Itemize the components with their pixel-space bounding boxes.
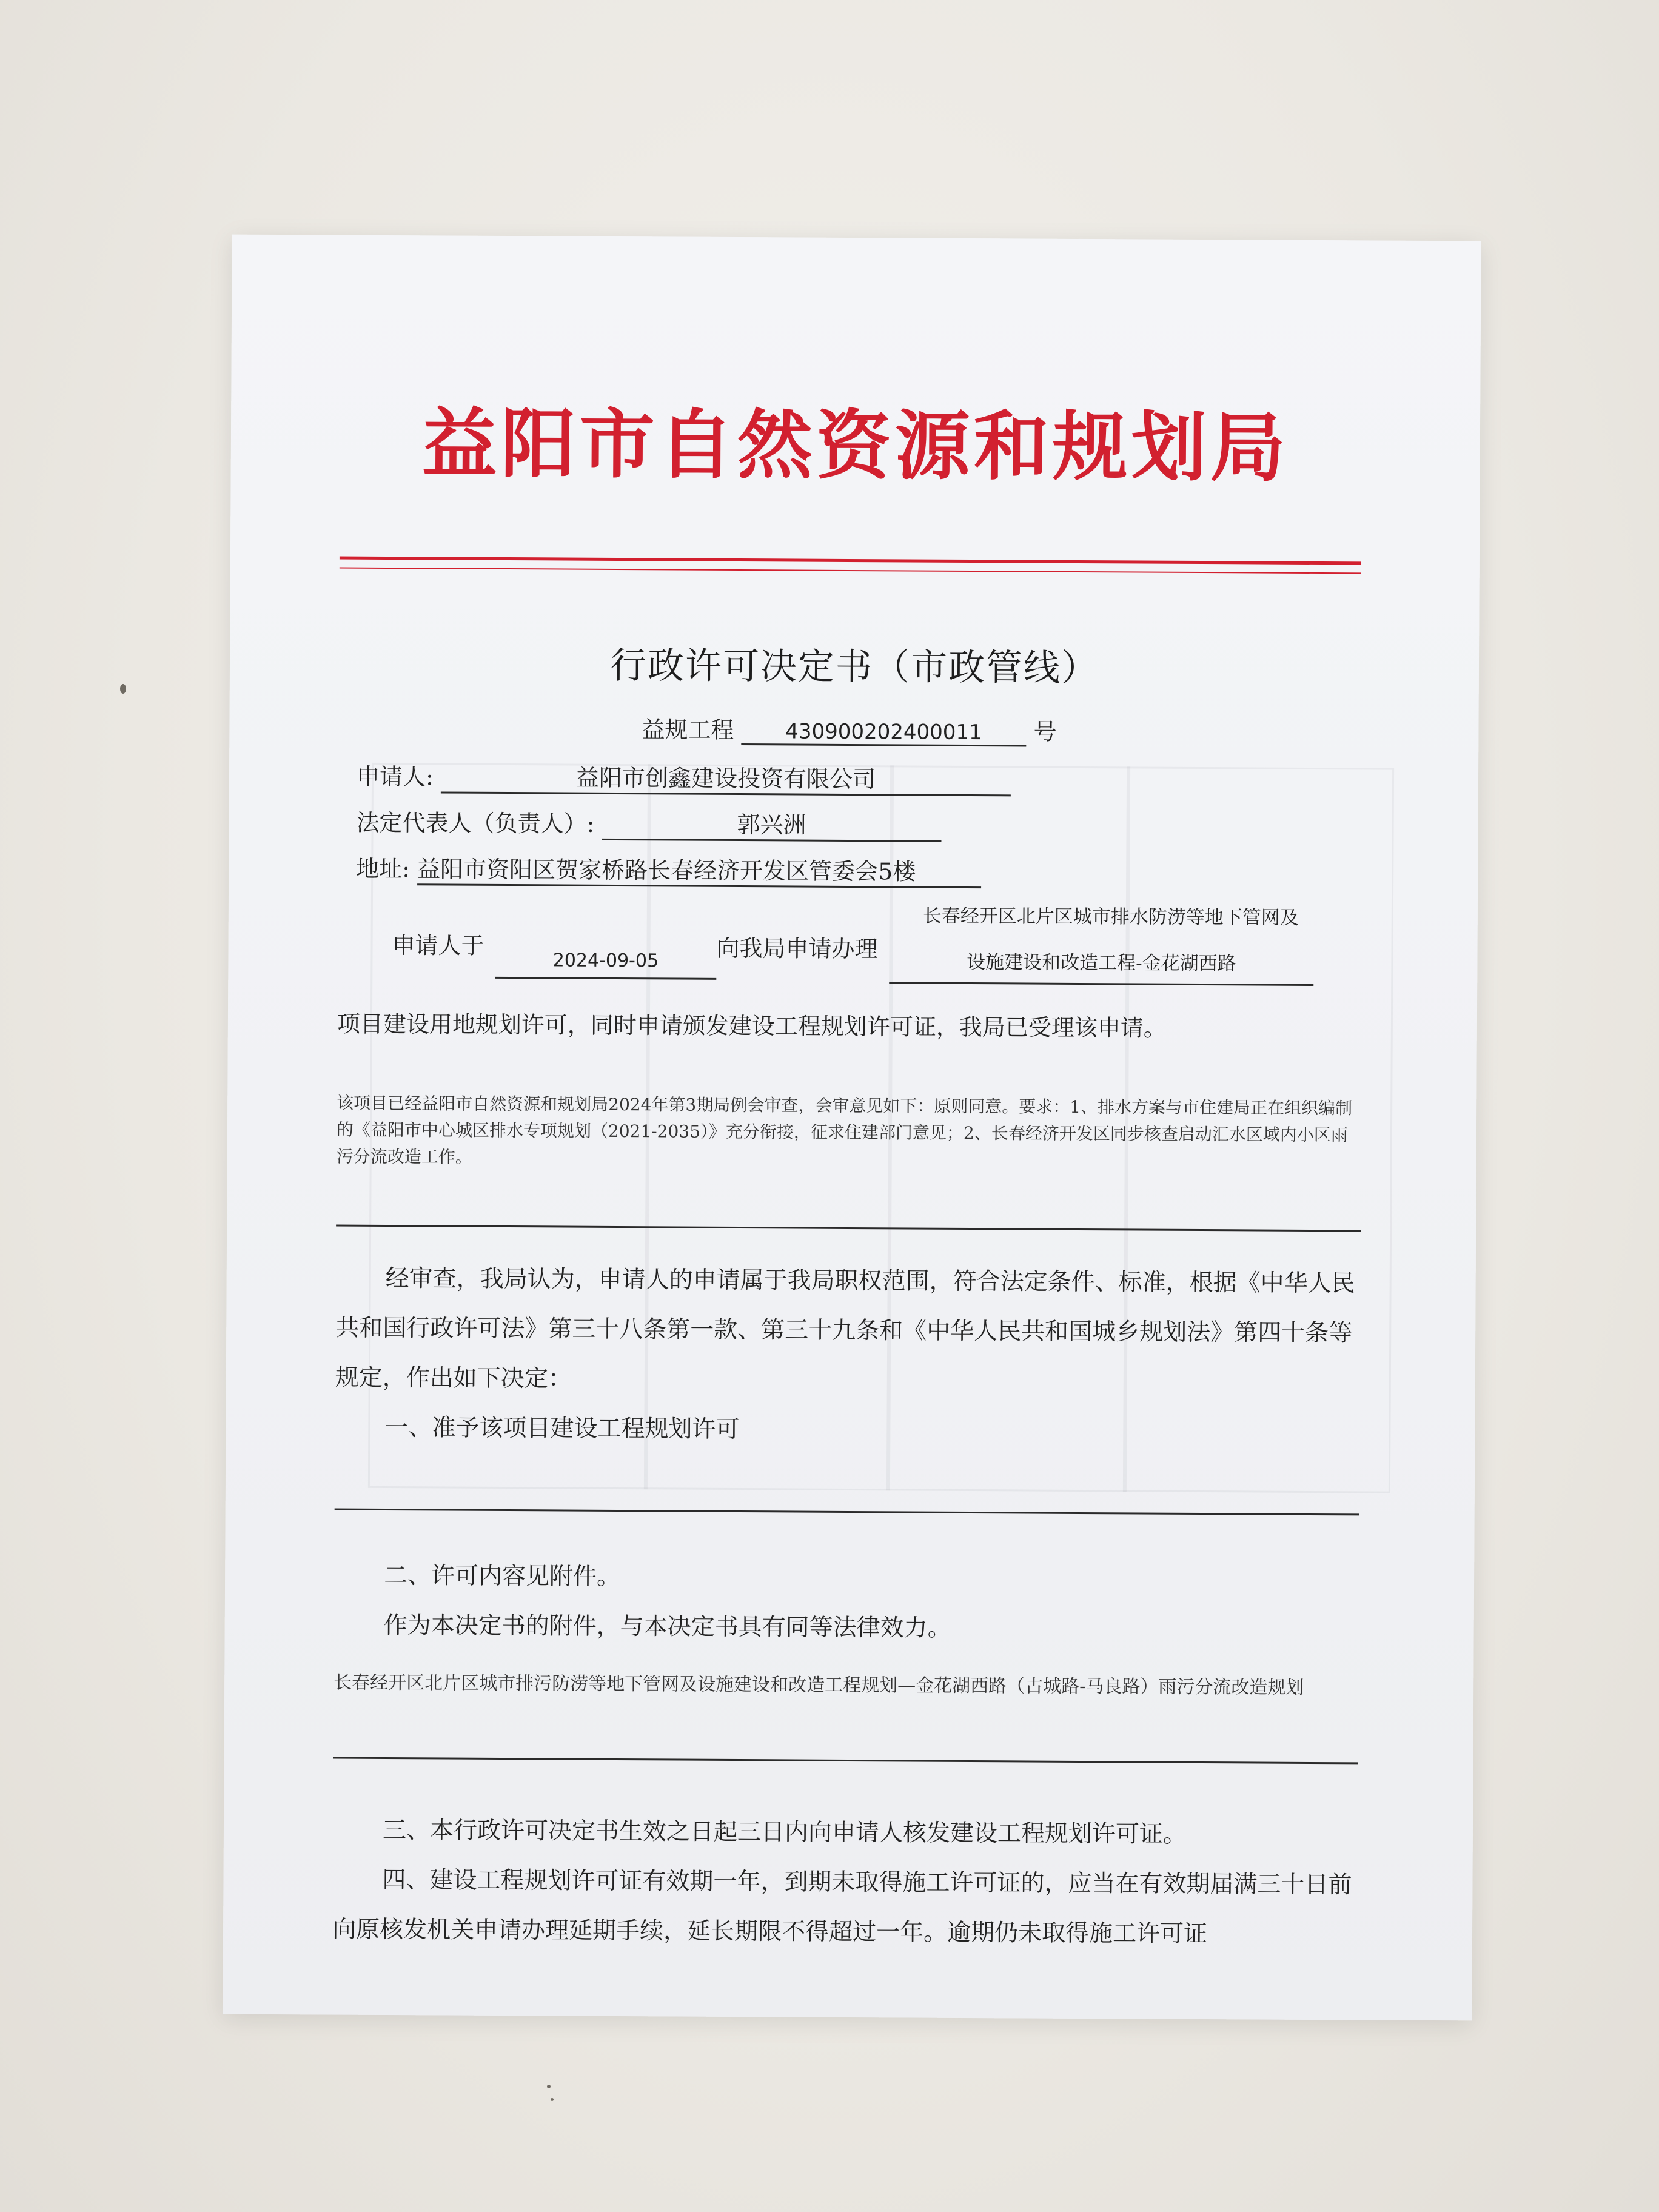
reference-prefix: 益规工程 — [642, 716, 734, 743]
representative-row — [356, 804, 941, 842]
surface-speck — [551, 2098, 554, 2101]
representative-name: 郭兴洲 — [602, 805, 941, 842]
applicant-row — [357, 758, 1011, 797]
decision-body: 经审查，我局认为，申请人的申请属于我局职权范围，符合法定条件、标准，根据《中华人民共和国行政许可法》第三十八条第一款、第三十九条和《中华人民共和国城乡规划法》第四十条等规定，作出如下决定： — [335, 1264, 1355, 1393]
document-sheet — [223, 235, 1481, 2021]
decision-item-1: 一、准予该项目建设工程规划许可 — [384, 1413, 740, 1444]
decision-item-4: 四、建设工程规划许可证有效期一年，到期未取得施工许可证的，应当在有效期届满三十日前向原核发机关申请办理延期手续，延长期限不得超过一年。逾期仍未取得施工许可证 — [332, 1866, 1352, 1948]
project-name-line1: 长春经开区北片区城市排水防涝等地下管网及 — [922, 905, 1299, 929]
document-title: 行政许可决定书（市政管线） — [609, 644, 1099, 690]
section-divider-2 — [335, 1509, 1359, 1516]
representative-label: 法定代表人（负责人）: — [356, 809, 595, 837]
application-continuation: 项目建设用地规划许可，同时申请颁发建设工程规划许可证，我局已受理该申请。 — [337, 1010, 1167, 1042]
address-value: 益阳市资阳区贺家桥路长春经济开发区管委会5楼 — [417, 850, 981, 888]
application-date: 2024-09-05 — [495, 950, 716, 980]
agency-name: 益阳市自然资源和规划局 — [421, 400, 1290, 492]
header-rule-thin — [340, 568, 1361, 574]
decision-item-2: 二、许可内容见附件。 — [384, 1561, 621, 1591]
application-prefix: 申请人于 — [392, 932, 484, 959]
attachment-note: 作为本决定书的附件，与本决定书具有同等法律效力。 — [383, 1611, 951, 1642]
address-label: 地址: — [356, 855, 411, 883]
reference-line — [642, 711, 1057, 747]
surface-speck — [120, 684, 126, 694]
application-middle: 向我局申请办理 — [716, 934, 878, 963]
reference-number: 430900202400011 — [741, 719, 1026, 746]
applicant-label: 申请人: — [356, 763, 434, 791]
project-name-line2: 设施建设和改造工程-金花湖西路 — [889, 946, 1313, 986]
address-row — [356, 850, 981, 888]
surface-speck — [547, 2085, 551, 2088]
applicant-name: 益阳市创鑫建设投资有限公司 — [441, 758, 1011, 796]
attachment-title: 长春经开区北片区城市排污防涝等地下管网及设施建设和改造工程规划—金花湖西路（古城路-马良路）雨污分流改造规划 — [333, 1672, 1304, 1698]
reference-suffix: 号 — [1033, 718, 1057, 745]
review-note: 该项目已经益阳市自然资源和规划局2024年第3期局例会审查，会审意见如下：原则同意。要求：1、排水方案与市住建局正在组织编制的《益阳市中心城区排水专项规划（2021-2035）》充分衔接，征求住建部门意见；2、长春经济开发区同步核查启动汇水区域内小区雨污分流改造工作。 — [336, 1093, 1353, 1167]
section-divider-3 — [333, 1757, 1358, 1765]
decision-item-3: 三、本行政许可决定书生效之日起三日内向申请人核发建设工程规划许可证。 — [382, 1816, 1187, 1848]
header-rule-thick — [340, 557, 1361, 565]
